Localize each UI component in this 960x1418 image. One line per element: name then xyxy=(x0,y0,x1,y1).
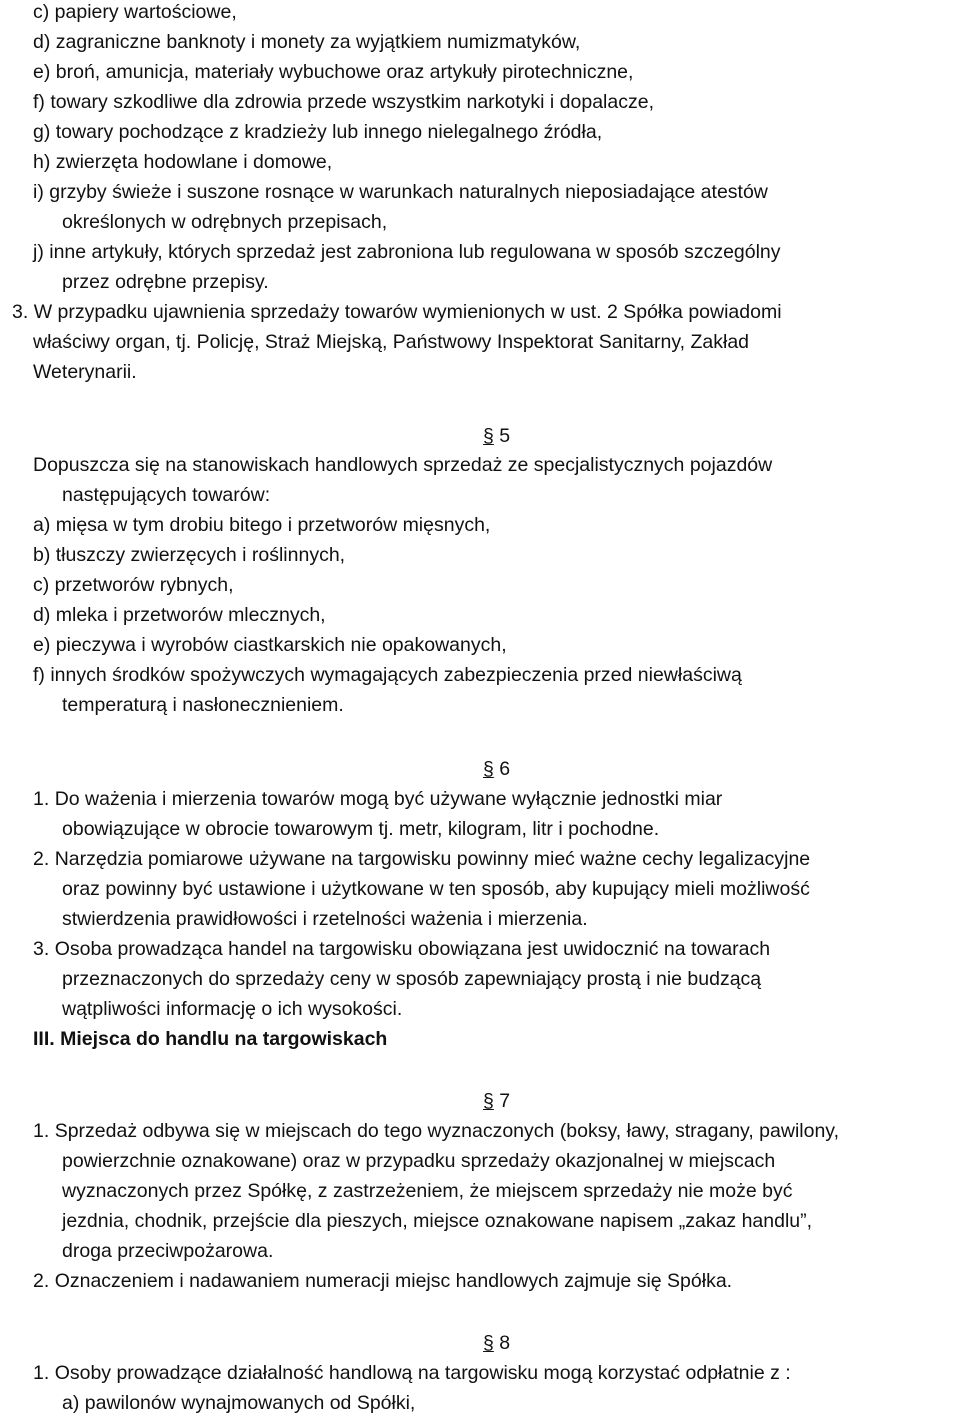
section-6-item-2-cont-2: stwierdzenia prawidłowości i rzetelności ważenia i mierzenia. xyxy=(62,908,588,930)
point-3-cont-1: właściwy organ, tj. Policję, Straż Miejską, Państwowy Inspektorat Sanitarny, Zakład xyxy=(33,331,750,353)
section-5-item-b: b) tłuszczy zwierzęcych i roślinnych, xyxy=(33,544,346,566)
section-7-item-1-cont-1: powierzchnie oznakowane) oraz w przypadku sprzedaży okazjonalnej w miejscach xyxy=(62,1150,776,1172)
section-6-item-3: 3. Osoba prowadząca handel na targowisku obowiązana jest uwidocznić na towarach xyxy=(33,938,771,960)
section-8-heading: § 8 xyxy=(483,1332,511,1354)
section-7-item-2: 2. Oznaczeniem i nadawaniem numeracji miejsc handlowych zajmuje się Spółka. xyxy=(33,1270,733,1292)
section-7-heading: § 7 xyxy=(483,1090,511,1112)
point-3-cont-2: Weterynarii. xyxy=(33,361,137,383)
section-6-item-1: 1. Do ważenia i mierzenia towarów mogą być używane wyłącznie jednostki miar xyxy=(33,788,723,810)
paragraph-symbol: § xyxy=(483,425,494,447)
list-item-c: c) papiery wartościowe, xyxy=(33,1,237,23)
list-item-g: g) towary pochodzące z kradzieży lub innego nielegalnego źródła, xyxy=(33,121,603,143)
list-item-f: f) towary szkodliwe dla zdrowia przede wszystkim narkotyki i dopalacze, xyxy=(33,91,654,113)
paragraph-symbol: § xyxy=(483,758,494,780)
paragraph-symbol: § xyxy=(483,1090,494,1112)
section-6-item-2-cont-1: oraz powinny być ustawione i użytkowane w ten sposób, aby kupujący mieli możliwość xyxy=(62,878,810,900)
section-5-intro: Dopuszcza się na stanowiskach handlowych sprzedaż ze specjalistycznych pojazdów xyxy=(33,454,773,476)
point-3: 3. W przypadku ujawnienia sprzedaży towarów wymienionych w ust. 2 Spółka powiadomi xyxy=(12,301,782,323)
section-5-item-d: d) mleka i przetworów mlecznych, xyxy=(33,604,326,626)
section-6-item-2: 2. Narzędzia pomiarowe używane na targowisku powinny mieć ważne cechy legalizacyjne xyxy=(33,848,811,870)
section-8-item-1: 1. Osoby prowadzące działalność handlową na targowisku mogą korzystać odpłatnie z : xyxy=(33,1362,791,1384)
section-5-item-f: f) innych środków spożywczych wymagających zabezpieczenia przed niewłaściwą xyxy=(33,664,742,686)
paragraph-symbol: § xyxy=(483,1332,494,1354)
section-6-heading: § 6 xyxy=(483,758,511,780)
section-5-heading: § 5 xyxy=(483,425,511,447)
section-7-item-1-cont-2: wyznaczonych przez Spółkę, z zastrzeżeniem, że miejscem sprzedaży nie może być xyxy=(62,1180,793,1202)
section-6-item-1-cont: obowiązujące w obrocie towarowym tj. metr, kilogram, litr i pochodne. xyxy=(62,818,660,840)
section-6-item-3-cont-1: przeznaczonych do sprzedaży ceny w sposób zapewniający prostą i nie budzącą xyxy=(62,968,762,990)
section-8-sub-item-a: a) pawilonów wynajmowanych od Spółki, xyxy=(62,1392,416,1414)
section-7-item-1-cont-3: jezdnia, chodnik, przejście dla pieszych, miejsce oznakowane napisem „zakaz handlu”, xyxy=(62,1210,813,1232)
section-6-item-3-cont-2: wątpliwości informację o ich wysokości. xyxy=(62,998,403,1020)
list-item-i-cont: określonych w odrębnych przepisach, xyxy=(62,211,388,233)
section-5-item-c: c) przetworów rybnych, xyxy=(33,574,234,596)
chapter-heading: III. Miejsca do handlu na targowiskach xyxy=(33,1028,388,1050)
list-item-j-cont: przez odrębne przepisy. xyxy=(62,271,269,293)
list-item-i: i) grzyby świeże i suszone rosnące w warunkach naturalnych nieposiadające atestów xyxy=(33,181,768,203)
list-item-h: h) zwierzęta hodowlane i domowe, xyxy=(33,151,333,173)
list-item-d: d) zagraniczne banknoty i monety za wyjątkiem numizmatyków, xyxy=(33,31,581,53)
section-5-intro-cont: następujących towarów: xyxy=(62,484,271,506)
section-5-item-e: e) pieczywa i wyrobów ciastkarskich nie opakowanych, xyxy=(33,634,507,656)
section-7-item-1-cont-4: droga przeciwpożarowa. xyxy=(62,1240,274,1262)
list-item-e: e) broń, amunicja, materiały wybuchowe oraz artykuły pirotechniczne, xyxy=(33,61,634,83)
list-item-j: j) inne artykuły, których sprzedaż jest zabroniona lub regulowana w sposób szczególny xyxy=(33,241,781,263)
section-7-item-1: 1. Sprzedaż odbywa się w miejscach do tego wyznaczonych (boksy, ławy, stragany, pawilony, xyxy=(33,1120,840,1142)
section-5-item-f-cont: temperaturą i nasłonecznieniem. xyxy=(62,694,344,716)
section-5-item-a: a) mięsa w tym drobiu bitego i przetworów mięsnych, xyxy=(33,514,491,536)
